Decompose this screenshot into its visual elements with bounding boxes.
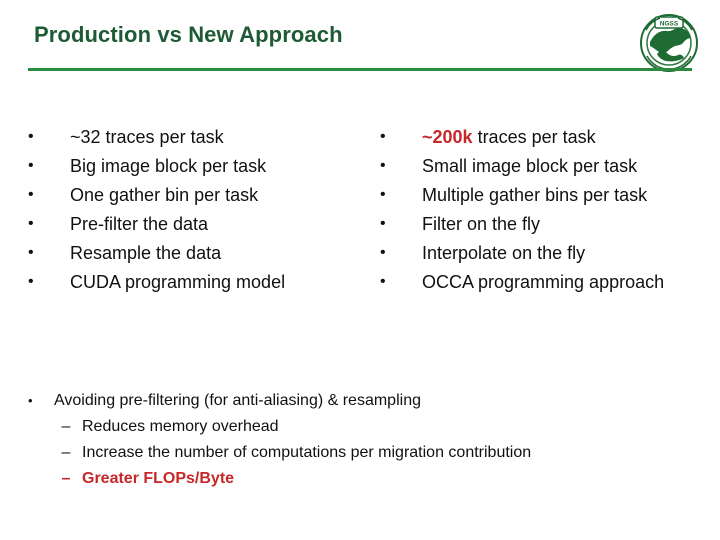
sub-point-text: Increase the number of computations per migration contribution <box>82 444 532 461</box>
list-item <box>380 269 692 298</box>
globe-logo-icon <box>636 10 702 76</box>
highlight-text: ~200k <box>422 127 473 147</box>
list-item-rest: Small image block per task <box>422 156 638 176</box>
list-item <box>28 153 328 182</box>
logo-badge-text: NGSS <box>659 20 679 28</box>
list-item <box>28 211 328 240</box>
list-item <box>28 124 328 153</box>
list-item <box>28 269 328 298</box>
page-title: Production vs New Approach <box>34 22 343 47</box>
bullet-icon: • <box>380 244 386 261</box>
sub-point <box>58 440 692 466</box>
dash-icon: – <box>61 470 71 487</box>
list-item-text: One gather bin per task <box>70 185 259 205</box>
list-item-text: ~32 traces per task <box>70 127 224 147</box>
production-list <box>28 124 328 298</box>
list-item-text: Resample the data <box>70 243 222 263</box>
list-item <box>380 153 692 182</box>
bullet-icon: • <box>28 393 33 408</box>
list-item-rest: Interpolate on the fly <box>422 243 586 263</box>
list-item <box>28 240 328 269</box>
dash-icon: – <box>61 418 71 435</box>
list-item <box>380 182 692 211</box>
list-item <box>380 211 692 240</box>
list-item-rest: Filter on the fly <box>422 214 541 234</box>
new-approach-list <box>380 124 692 298</box>
list-item-text <box>422 182 647 208</box>
bullet-icon: • <box>28 186 34 203</box>
list-item <box>28 182 328 211</box>
bullet-icon: • <box>380 157 386 174</box>
list-item-rest: Multiple gather bins per task <box>422 185 648 205</box>
list-item-rest: OCCA programming approach <box>422 272 665 292</box>
title-divider <box>28 68 692 71</box>
main-point-text: Avoiding pre-filtering (for anti-aliasing) & resampling <box>54 392 421 409</box>
bullet-icon: • <box>28 273 34 290</box>
production-column <box>28 124 328 298</box>
bullet-icon: • <box>28 128 34 145</box>
list-item <box>380 124 692 153</box>
list-item-text <box>422 211 540 237</box>
bullet-icon: • <box>380 215 386 232</box>
bullet-icon: • <box>28 244 34 261</box>
new-approach-column <box>380 124 692 298</box>
list-item-text <box>422 124 596 150</box>
list-item-text <box>422 240 585 266</box>
bullet-icon: • <box>380 128 386 145</box>
sub-point-text: Reduces memory overhead <box>82 418 279 435</box>
sub-point <box>58 414 692 440</box>
list-item-text: Pre-filter the data <box>70 214 209 234</box>
dash-icon: – <box>61 444 71 461</box>
list-item-text <box>422 269 664 295</box>
bottom-notes <box>28 388 692 492</box>
bullet-icon: • <box>380 186 386 203</box>
bullet-icon: • <box>28 215 34 232</box>
sub-point-text: Greater FLOPs/Byte <box>82 470 235 487</box>
main-point <box>28 388 692 414</box>
bullet-icon: • <box>380 273 386 290</box>
logo <box>636 10 702 76</box>
bullet-icon: • <box>28 157 34 174</box>
sub-point <box>58 466 692 492</box>
list-item-text: Big image block per task <box>70 156 267 176</box>
list-item-text <box>422 153 637 179</box>
sub-points-list <box>28 414 692 492</box>
list-item-rest: traces per task <box>472 127 596 147</box>
list-item <box>380 240 692 269</box>
list-item-text: CUDA programming model <box>70 272 286 292</box>
